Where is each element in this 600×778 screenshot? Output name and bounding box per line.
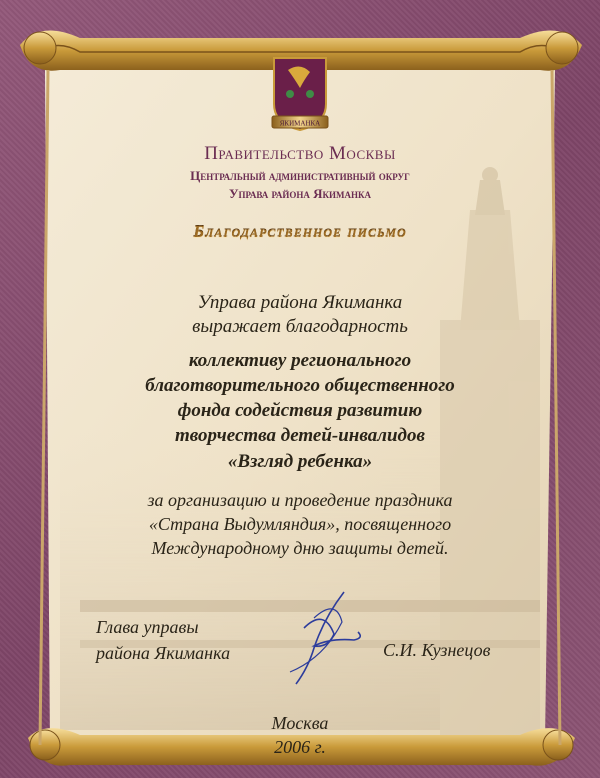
emblem-ribbon-text: ЯКИМАНКА [279,119,321,128]
issue-city: Москва [271,713,329,733]
okrug-heading: Центральный административный округ [190,168,410,183]
position-line-2: района Якиманка [96,643,231,663]
from-line-2: выражает благодарность [192,316,408,337]
position-line-1: Глава управы [96,617,199,637]
signatory-name: С.И. Кузнецов [383,640,491,660]
reason-line-3: Международному дню защиты детей. [151,538,449,558]
from-line-1: Управа района Якиманка [197,292,403,313]
district-emblem [270,54,330,134]
issue-year: 2006 г. [274,737,326,757]
letter-title: Благодарственное письмо [193,222,407,241]
reason-line-2: «Страна Выдумляндия», посвященного [148,514,452,534]
recipient-line-2: благотворительного общественного [145,375,455,396]
government-heading: Правительство Москвы [204,143,396,164]
recipient-line-4: творчества детей-инвалидов [175,425,425,446]
signatory-position [96,614,230,666]
reason-line-1: за организацию и проведение праздника [147,490,453,510]
recipient-line-5: «Взгляд ребенка» [227,451,373,472]
recipient-line-1: коллективу регионального [188,350,412,371]
recipient-line-3: фонда содействия развитию [177,400,423,421]
uprava-heading: Управа района Якиманка [228,186,372,201]
handwritten-signature [284,588,374,688]
